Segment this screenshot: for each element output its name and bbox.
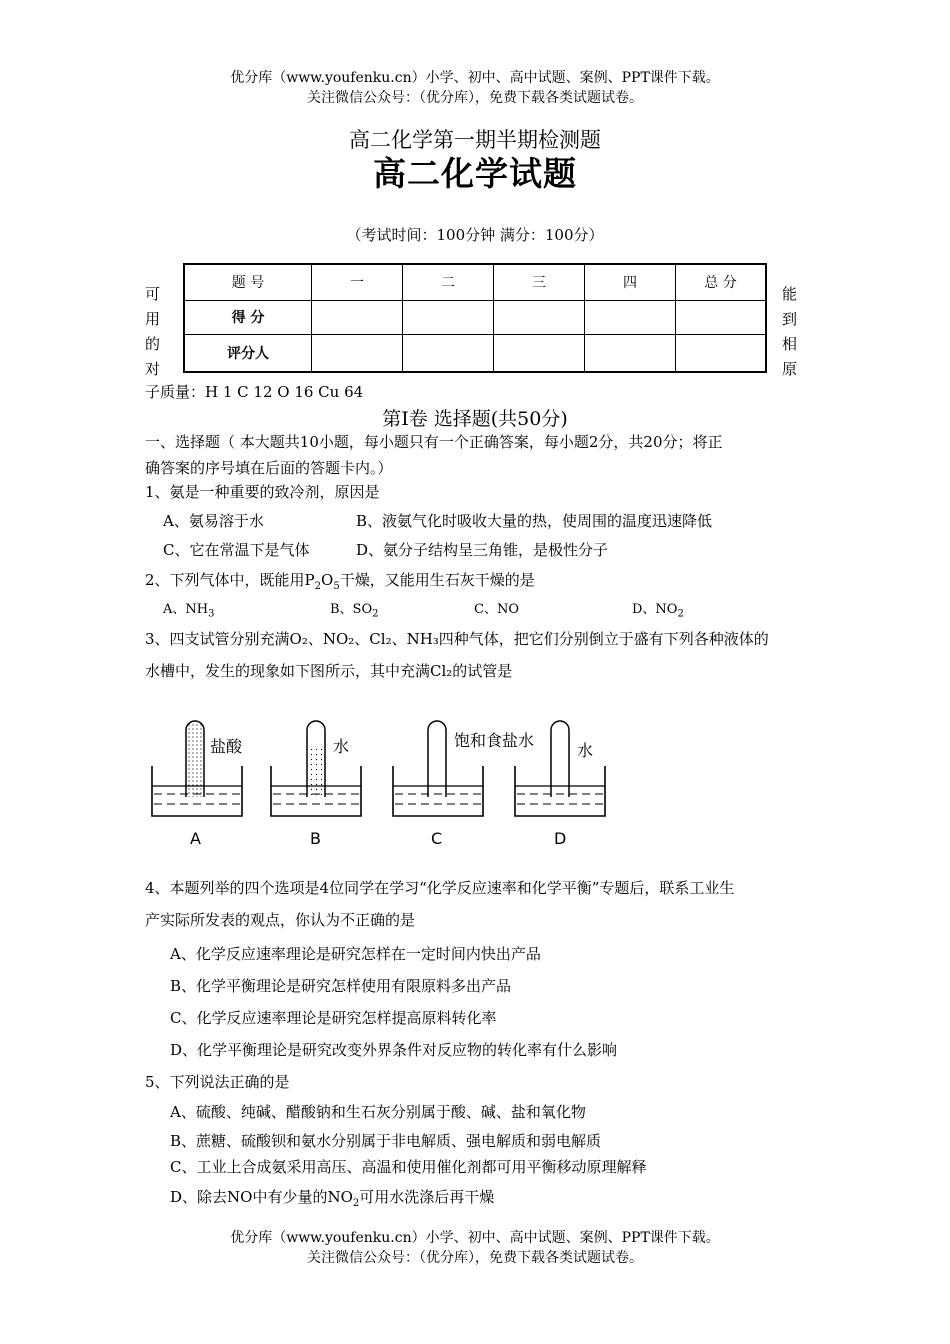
exam-title: 高二化学试题: [373, 154, 577, 193]
q5-option-d-text: 可用水洗涤后再干燥: [359, 1188, 495, 1206]
q2-option-a-text: A、NH: [163, 602, 209, 617]
side-char: 原: [782, 360, 798, 378]
atomic-mass-line: 子质量：H 1 C 12 O 16 Cu 64: [145, 383, 364, 401]
score-cell[interactable]: [676, 334, 767, 372]
fig-label-b: 水: [333, 737, 350, 756]
q4-line-2: 产实际所发表的观点，你认为不正确的是: [145, 911, 416, 929]
q2-option-d-text: D、NO: [632, 602, 678, 617]
q2-stem: [145, 570, 535, 597]
header-line-2: 关注微信公众号：（优分库），免费下载各类试题试卷。: [307, 90, 643, 106]
side-char: 能: [782, 285, 798, 303]
q2-option-d-sub: 2: [677, 608, 684, 620]
instructions-line-1: 一、选择题（ 本大题共10小题，每小题只有一个正确答案，每小题2分，共20分；将正: [145, 433, 723, 451]
q1-option-a: A、氨易溶于水: [163, 512, 264, 530]
q4-option-d: D、化学平衡理论是研究改变外界条件对反应物的转化率有什么影响: [170, 1041, 618, 1059]
q2-stem-part: 干燥，又能用生石灰干燥的是: [339, 571, 535, 589]
score-cell[interactable]: [312, 334, 403, 372]
q4-option-a: A、化学反应速率理论是研究怎样在一定时间内快出产品: [170, 945, 541, 963]
q2-option-b: [330, 600, 379, 625]
q1-option-c: C、它在常温下是气体: [163, 541, 310, 559]
q2-option-c: C、NO: [474, 602, 519, 617]
footer-line-1: 优分库（www.youfenku.cn）小学、初中、高中试题、案例、PPT课件下载。: [230, 1230, 720, 1246]
side-char: 相: [782, 335, 798, 353]
q1-stem: 1、氨是一种重要的致冷剂，原因是: [145, 483, 380, 501]
score-table: [183, 263, 767, 373]
exam-subtitle: 高二化学第一期半期检测题: [349, 128, 601, 152]
q3-line-2: 水槽中，发生的现象如下图所示，其中充满Cl₂的试管是: [145, 662, 513, 680]
q1-option-d: D、氨分子结构呈三角锥，是极性分子: [356, 541, 609, 559]
apparatus-a: [152, 721, 243, 848]
q4-option-b: B、化学平衡理论是研究怎样使用有限原料多出产品: [170, 977, 512, 995]
fig-label-c: 饱和食盐水: [454, 731, 535, 750]
score-row-label: 得 分: [184, 300, 312, 334]
q1-option-b: B、液氨气化时吸收大量的热，使周围的温度迅速降低: [356, 512, 713, 530]
q5-stem: 5、下列说法正确的是: [145, 1073, 290, 1091]
apparatus-c: [393, 721, 534, 848]
q2-stem-sub: 2: [314, 581, 322, 592]
side-char: 可: [145, 285, 161, 303]
q5-option-a: A、硫酸、纯碱、醋酸钠和生石灰分别属于酸、碱、盐和氧化物: [170, 1103, 586, 1121]
q5-option-d: [170, 1187, 494, 1214]
score-cell[interactable]: [312, 300, 403, 334]
score-header-cell: 题 号: [184, 264, 312, 300]
fig-option-a: A: [190, 829, 201, 848]
score-header-cell: 总 分: [676, 264, 767, 300]
q4-option-c: C、化学反应速率理论是研究怎样提高原料转化率: [170, 1009, 497, 1027]
score-header-cell: 三: [494, 264, 585, 300]
fig-option-c: C: [431, 829, 443, 848]
side-char: 的: [145, 335, 161, 353]
side-text-right: [782, 282, 802, 382]
q5-option-d-sub: 2: [352, 1198, 360, 1209]
score-cell[interactable]: [494, 334, 585, 372]
score-table-row: [184, 334, 766, 372]
score-cell[interactable]: [585, 300, 676, 334]
side-char: 用: [145, 310, 161, 328]
score-table-row: [184, 300, 766, 334]
q2-option-a: [163, 600, 214, 625]
q2-option-a-sub: 3: [208, 608, 215, 620]
fig-option-d: D: [554, 829, 567, 848]
score-header-cell: 一: [312, 264, 403, 300]
q3-line-1: 3、四支试管分别充满O₂、NO₂、Cl₂、NH₃四种气体，把它们分别倒立于盛有下列各种液体的: [145, 630, 769, 648]
score-header-cell: 二: [403, 264, 494, 300]
score-cell[interactable]: [585, 334, 676, 372]
apparatus-b: [271, 721, 361, 848]
q5-option-d-text: D、除去NO中有少量的NO: [170, 1188, 353, 1206]
score-row-label: 评分人: [184, 334, 312, 372]
score-cell[interactable]: [676, 300, 767, 334]
q2-stem-sub: 5: [333, 581, 340, 592]
score-header-cell: 四: [585, 264, 676, 300]
q2-stem-part: 2、下列气体中，既能用P: [145, 571, 315, 589]
q2-option-d: [632, 600, 684, 625]
score-table-header-row: [184, 264, 766, 300]
score-cell[interactable]: [403, 334, 494, 372]
side-char: 到: [782, 310, 798, 328]
fig-label-a: 盐酸: [210, 737, 243, 756]
q5-option-b: B、蔗糖、硫酸钡和氨水分别属于非电解质、强电解质和弱电解质: [170, 1132, 602, 1150]
side-char: 对: [145, 360, 161, 378]
q3-figure: [140, 708, 620, 858]
q4-line-1: 4、本题列举的四个选项是4位同学在学习“化学反应速率和化学平衡”专题后，联系工业生: [145, 879, 735, 897]
instructions-line-2: 确答案的序号填在后面的答题卡内。）: [145, 459, 393, 477]
fig-label-d: 水: [577, 741, 594, 760]
q2-option-b-sub: 2: [372, 608, 379, 620]
score-cell[interactable]: [403, 300, 494, 334]
side-text-left: [145, 282, 165, 382]
score-cell[interactable]: [494, 300, 585, 334]
fig-option-b: B: [310, 829, 321, 848]
q2-option-b-text: B、SO: [330, 602, 373, 617]
q5-option-c: C、工业上合成氨采用高压、高温和使用催化剂都可用平衡移动原理解释: [170, 1158, 647, 1176]
header-line-1: 优分库（www.youfenku.cn）小学、初中、高中试题、案例、PPT课件下载。: [230, 70, 720, 86]
footer-line-2: 关注微信公众号：（优分库），免费下载各类试题试卷。: [307, 1250, 643, 1266]
q2-stem-part: O: [321, 571, 334, 589]
section-title: 第Ⅰ卷 选择题(共50分): [382, 408, 568, 430]
exam-info: （考试时间：100分钟 满分：100分）: [346, 226, 604, 244]
